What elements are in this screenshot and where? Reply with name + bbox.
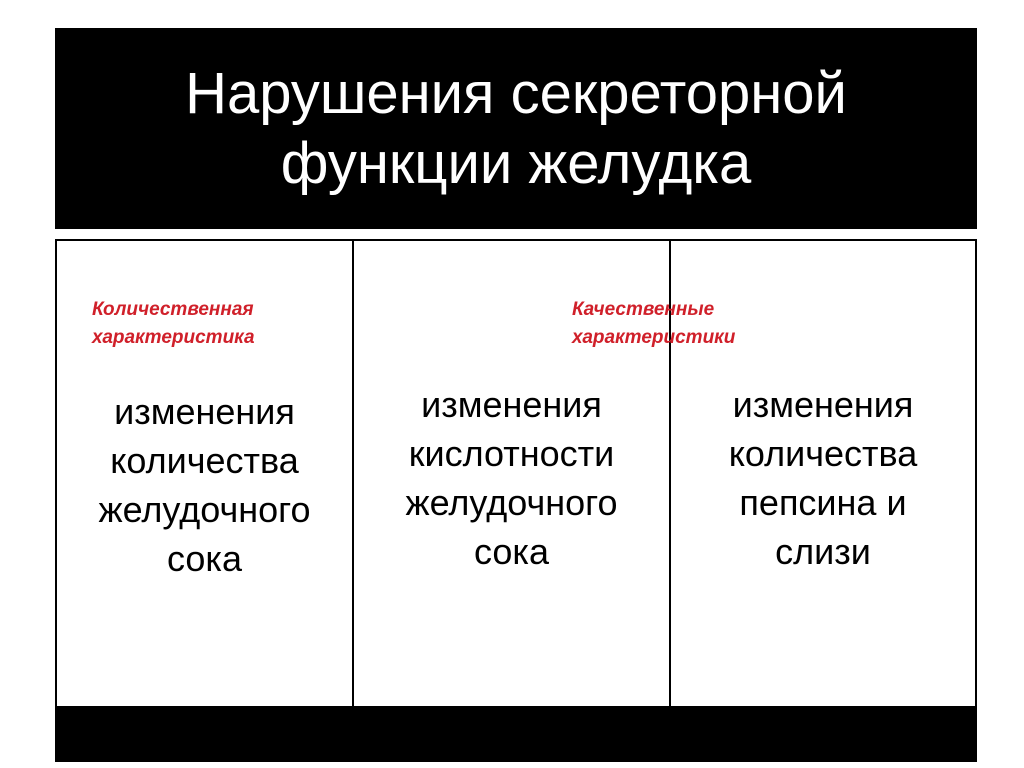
title-line-2: функции желудка [280, 130, 752, 196]
quantitative-label-line-2: характеристика [92, 327, 255, 348]
title-line-1: Нарушения секреторной [185, 60, 847, 126]
quantitative-label-line-1: Количественная [92, 299, 254, 320]
column-1-line: сока [167, 538, 242, 579]
column-3-line: пепсина и [739, 482, 907, 523]
column-1-line: желудочного [98, 489, 311, 530]
column-2-line: сока [474, 531, 549, 572]
title-band [55, 28, 977, 229]
column-2-line: желудочного [405, 482, 618, 523]
column-3-text [671, 380, 975, 576]
qualitative-label-line-2: характеристики [572, 327, 736, 348]
column-3-line: слизи [775, 531, 871, 572]
column-3-line: количества [728, 433, 918, 474]
column-2-line: кислотности [408, 433, 615, 474]
column-2-text [354, 380, 669, 576]
column-1-text [57, 387, 352, 583]
column-1-line: изменения [114, 391, 295, 432]
column-3-line: изменения [732, 384, 914, 425]
column-2-line: изменения [421, 384, 602, 425]
bottom-band [55, 708, 977, 762]
quantitative-category-label [92, 296, 255, 352]
column-1-line: количества [110, 440, 299, 481]
qualitative-category-label [572, 296, 735, 352]
qualitative-label-line-1: Качественные [572, 299, 715, 320]
